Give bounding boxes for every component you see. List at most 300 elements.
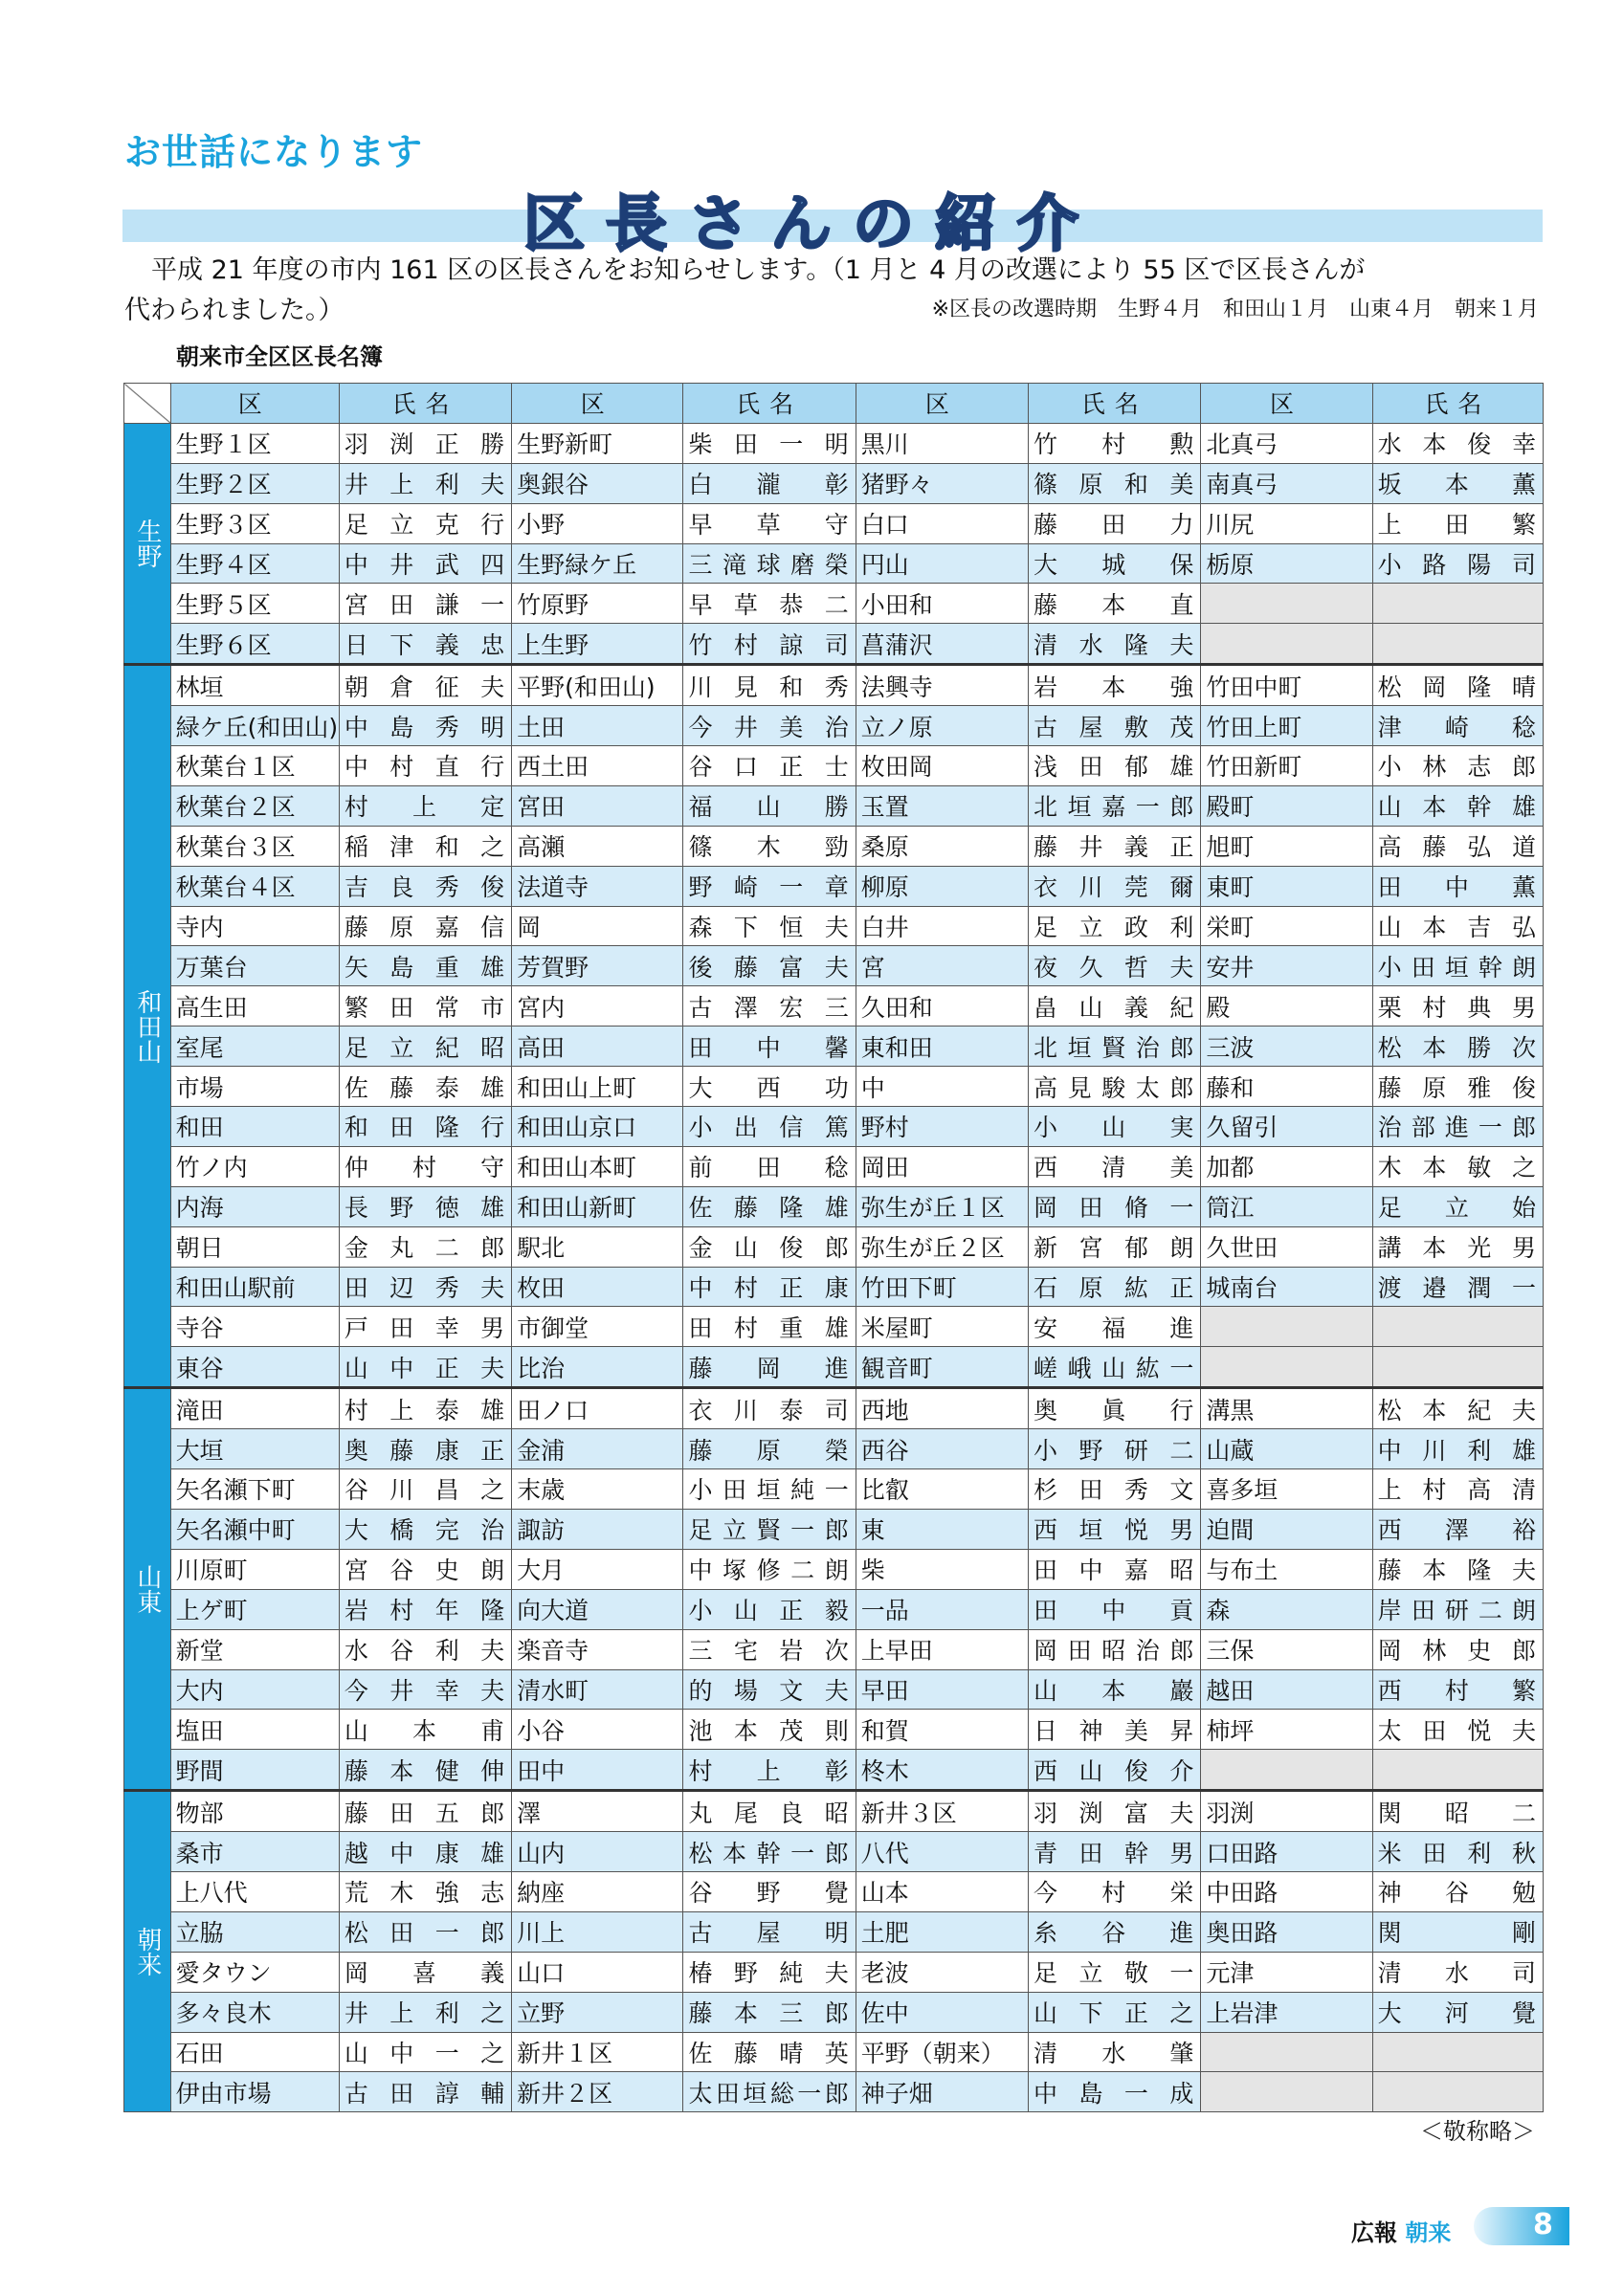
district-cell: 大内 — [170, 1669, 339, 1710]
district-cell: 西地 — [856, 1388, 1028, 1429]
chief-name-cell: 金丸二郎 — [339, 1226, 511, 1267]
chief-name-cell: 古澤宏三 — [683, 986, 856, 1027]
page-number: 8 — [1533, 2208, 1553, 2241]
chief-name-cell: 吉良秀俊 — [339, 866, 511, 906]
intro-line-1: 平成 21 年度の市内 161 区の区長さんをお知らせします。（1 月と 4 月の改選により 55 区で区長さんが — [151, 255, 1366, 285]
chief-name-cell: 足立始 — [1372, 1186, 1543, 1226]
district-cell: 和田山京口 — [512, 1107, 683, 1147]
district-cell: 菖蒲沢 — [856, 624, 1028, 665]
chief-name-cell: 清水隆夫 — [1029, 624, 1201, 665]
district-cell: 藤和 — [1201, 1067, 1372, 1107]
district-cell: 老波 — [856, 1952, 1028, 1992]
table-row — [124, 1710, 1544, 1750]
chief-name-cell: 田辺秀夫 — [339, 1267, 511, 1307]
table-row — [124, 746, 1544, 786]
chief-name-cell: 宮田謙一 — [339, 584, 511, 624]
chief-name-cell: 関剛 — [1372, 1911, 1543, 1952]
chief-name-cell: 畠山義紀 — [1029, 986, 1201, 1027]
table-row — [124, 1832, 1544, 1872]
chief-name-cell: 大橋完治 — [339, 1509, 511, 1549]
chief-name-cell: 古田諄輔 — [339, 2072, 511, 2112]
district-cell: 竹田中町 — [1201, 665, 1372, 706]
chief-name-cell — [1372, 1347, 1543, 1388]
chief-name-cell: 小田垣幹朗 — [1372, 946, 1543, 986]
chief-name-cell: 宮谷史朗 — [339, 1549, 511, 1589]
chief-name-cell: 竹村勲 — [1029, 423, 1201, 463]
chief-name-cell: 田村重雄 — [683, 1307, 856, 1347]
chief-name-cell: 谷野覺 — [683, 1871, 856, 1911]
chief-name-cell: 椿野純夫 — [683, 1952, 856, 1992]
district-cell: 西土田 — [512, 746, 683, 786]
chief-name-cell: 北垣嘉一郎 — [1029, 785, 1201, 826]
header-name: 氏名 — [1029, 384, 1201, 424]
chief-name-cell: 糸谷進 — [1029, 1911, 1201, 1952]
chief-name-cell: 古屋明 — [683, 1911, 856, 1952]
chief-name-cell: 岡田昭治郎 — [1029, 1629, 1201, 1669]
footer-label-prefix: 広報 — [1351, 2219, 1397, 2246]
district-cell: 内海 — [170, 1186, 339, 1226]
district-cell: 山蔵 — [1201, 1429, 1372, 1469]
district-cell — [1201, 2032, 1372, 2072]
district-cell: 和田山新町 — [512, 1186, 683, 1226]
table-row — [124, 624, 1544, 665]
district-cell: 猪野々 — [856, 463, 1028, 503]
district-cell: 金浦 — [512, 1429, 683, 1469]
chief-name-cell: 小田垣純一 — [683, 1469, 856, 1510]
chief-name-cell: 羽渕正勝 — [339, 423, 511, 463]
group-label: 和田山 — [124, 665, 171, 1388]
district-cell: 三保 — [1201, 1629, 1372, 1669]
chief-name-cell: 藤原雅俊 — [1372, 1067, 1543, 1107]
district-cell: 枚田岡 — [856, 746, 1028, 786]
footer-label — [1351, 2214, 1451, 2247]
chief-name-cell: 高藤弘道 — [1372, 826, 1543, 866]
district-cell: 生野５区 — [170, 584, 339, 624]
district-cell: 加都 — [1201, 1146, 1372, 1186]
district-cell: 竹田下町 — [856, 1267, 1028, 1307]
district-cell: 竹原野 — [512, 584, 683, 624]
district-cell: 澤 — [512, 1791, 683, 1832]
header-name: 氏名 — [339, 384, 511, 424]
table-row — [124, 1629, 1544, 1669]
chief-name-cell: 奥眞行 — [1029, 1388, 1201, 1429]
chief-name-cell: 篠原和美 — [1029, 463, 1201, 503]
district-cell: 和田山駅前 — [170, 1267, 339, 1307]
district-cell: 立脇 — [170, 1911, 339, 1952]
chief-name-cell: 太田悦夫 — [1372, 1710, 1543, 1750]
chief-name-cell: 井上利夫 — [339, 463, 511, 503]
chief-name-cell: 米田利秋 — [1372, 1832, 1543, 1872]
district-cell: 諏訪 — [512, 1509, 683, 1549]
chief-name-cell: 清水肇 — [1029, 2032, 1201, 2072]
chief-name-cell: 井上利之 — [339, 1992, 511, 2032]
chief-name-cell: 清水司 — [1372, 1952, 1543, 1992]
district-cell: 高生田 — [170, 986, 339, 1027]
district-cell: 矢名瀬下町 — [170, 1469, 339, 1510]
district-cell: 寺谷 — [170, 1307, 339, 1347]
district-cell: 奥銀谷 — [512, 463, 683, 503]
election-note: ※区長の改選時期 生野４月 和田山１月 山東４月 朝来１月 — [931, 298, 1539, 321]
chief-name-cell: 三滝球磨榮 — [683, 543, 856, 584]
district-cell: 宮田 — [512, 785, 683, 826]
district-cell: 西谷 — [856, 1429, 1028, 1469]
district-cell: 比叡 — [856, 1469, 1028, 1510]
chief-name-cell: 谷川昌之 — [339, 1469, 511, 1510]
district-cell: 柊木 — [856, 1750, 1028, 1791]
district-cell: 宮 — [856, 946, 1028, 986]
district-cell: 大月 — [512, 1549, 683, 1589]
district-cell: 立野 — [512, 1992, 683, 2032]
table-row — [124, 1067, 1544, 1107]
district-cell — [1201, 1750, 1372, 1791]
chief-name-cell: 大城保 — [1029, 543, 1201, 584]
district-cell: 新井３区 — [856, 1791, 1028, 1832]
district-cell: 和田山上町 — [512, 1067, 683, 1107]
chief-name-cell: 朝倉征夫 — [339, 665, 511, 706]
district-cell: 小谷 — [512, 1710, 683, 1750]
corner-cell — [124, 384, 171, 424]
district-cell: 旭町 — [1201, 826, 1372, 866]
chief-name-cell: 太田垣総一郎 — [683, 2072, 856, 2112]
chief-name-cell: 足立賢一郎 — [683, 1509, 856, 1549]
district-cell: 南真弓 — [1201, 463, 1372, 503]
chief-name-cell — [1372, 1750, 1543, 1791]
chief-name-cell: 繁田常市 — [339, 986, 511, 1027]
chief-name-cell: 佐藤隆雄 — [683, 1186, 856, 1226]
chief-name-cell: 松本紀夫 — [1372, 1388, 1543, 1429]
district-cell: 柴 — [856, 1549, 1028, 1589]
chief-name-cell: 藤田力 — [1029, 503, 1201, 543]
chief-name-cell: 羽渕富夫 — [1029, 1791, 1201, 1832]
district-cell: 桑原 — [856, 826, 1028, 866]
chief-name-cell: 大西功 — [683, 1067, 856, 1107]
chief-name-cell: 柴田一明 — [683, 423, 856, 463]
chief-name-cell — [1372, 2032, 1543, 2072]
chief-name-cell: 今井美治 — [683, 706, 856, 746]
district-cell: 林垣 — [170, 665, 339, 706]
table-row — [124, 665, 1544, 706]
chief-name-cell: 村上定 — [339, 785, 511, 826]
district-cell: 生野６区 — [170, 624, 339, 665]
group-label: 朝来 — [124, 1791, 171, 2112]
table-row — [124, 1347, 1544, 1388]
chief-name-cell — [1372, 624, 1543, 665]
chief-name-cell: 中井武四 — [339, 543, 511, 584]
district-cell: 久田和 — [856, 986, 1028, 1027]
chief-name-cell: 岩村年隆 — [339, 1589, 511, 1629]
district-cell: 秋葉台４区 — [170, 866, 339, 906]
district-cell: 溝黒 — [1201, 1388, 1372, 1429]
chief-name-cell: 前田稔 — [683, 1146, 856, 1186]
district-cell — [1201, 1347, 1372, 1388]
chief-name-cell: 西清美 — [1029, 1146, 1201, 1186]
chief-name-cell: 中島秀明 — [339, 706, 511, 746]
chief-name-cell: 高見駿太郎 — [1029, 1067, 1201, 1107]
district-cell: 立ノ原 — [856, 706, 1028, 746]
chief-name-cell: 藤原榮 — [683, 1429, 856, 1469]
district-cell: 東町 — [1201, 866, 1372, 906]
table-row — [124, 1509, 1544, 1549]
district-cell: 野間 — [170, 1750, 339, 1791]
chief-name-cell: 衣川泰司 — [683, 1388, 856, 1429]
district-cell: 円山 — [856, 543, 1028, 584]
district-cell: 生野新町 — [512, 423, 683, 463]
district-cell: 上生野 — [512, 624, 683, 665]
district-cell: 白口 — [856, 503, 1028, 543]
chief-name-cell: 山本幹雄 — [1372, 785, 1543, 826]
district-cell: 玉置 — [856, 785, 1028, 826]
district-cell: 喜多垣 — [1201, 1469, 1372, 1510]
district-cell: 柳原 — [856, 866, 1028, 906]
chief-name-cell: 小野研二 — [1029, 1429, 1201, 1469]
chief-name-cell: 新宮郁朗 — [1029, 1226, 1201, 1267]
header-district: 区 — [1201, 384, 1372, 424]
district-cell: 竹ノ内 — [170, 1146, 339, 1186]
district-cell: 野村 — [856, 1107, 1028, 1147]
header-name: 氏名 — [1372, 384, 1543, 424]
table-row — [124, 1469, 1544, 1510]
district-cell: 元津 — [1201, 1952, 1372, 1992]
district-cell: 迫間 — [1201, 1509, 1372, 1549]
chief-name-cell: 藤本隆夫 — [1372, 1549, 1543, 1589]
district-cell: 生野２区 — [170, 463, 339, 503]
table-row — [124, 826, 1544, 866]
chief-name-cell: 谷口正士 — [683, 746, 856, 786]
district-cell: 奥田路 — [1201, 1911, 1372, 1952]
district-cell: 筒江 — [1201, 1186, 1372, 1226]
chief-name-cell: 松田一郎 — [339, 1911, 511, 1952]
chief-name-cell: 木本敏之 — [1372, 1146, 1543, 1186]
table-row — [124, 785, 1544, 826]
table-row — [124, 423, 1544, 463]
chief-name-cell: 日下義忠 — [339, 624, 511, 665]
chief-name-cell: 神谷勉 — [1372, 1871, 1543, 1911]
district-cell: 愛タウン — [170, 1952, 339, 1992]
chief-name-cell: 西垣悦男 — [1029, 1509, 1201, 1549]
honorific-note: ＜敬称略＞ — [1420, 2118, 1535, 2145]
district-cell — [1201, 2072, 1372, 2112]
header-name: 氏名 — [683, 384, 856, 424]
chief-name-cell: 田中薫 — [1372, 866, 1543, 906]
district-cell: 大垣 — [170, 1429, 339, 1469]
district-cell: 枚田 — [512, 1267, 683, 1307]
district-cell: 米屋町 — [856, 1307, 1028, 1347]
district-cell: 栄町 — [1201, 906, 1372, 946]
district-cell: 佐中 — [856, 1992, 1028, 2032]
district-cell: 法興寺 — [856, 665, 1028, 706]
chief-name-cell: 足立政利 — [1029, 906, 1201, 946]
district-cell: 芳賀野 — [512, 946, 683, 986]
chief-name-cell: 岡喜義 — [339, 1952, 511, 1992]
chief-name-cell: 川見和秀 — [683, 665, 856, 706]
district-cell: 塩田 — [170, 1710, 339, 1750]
chief-name-cell: 金山俊郎 — [683, 1226, 856, 1267]
district-cell: 弥生が丘１区 — [856, 1186, 1028, 1226]
chief-name-cell: 長野徳雄 — [339, 1186, 511, 1226]
district-chief-table — [123, 383, 1544, 2112]
chief-name-cell: 白瀧彰 — [683, 463, 856, 503]
page-title: 区長さんの紹介 — [523, 189, 1100, 260]
table-row — [124, 1027, 1544, 1067]
district-cell: 和田山本町 — [512, 1146, 683, 1186]
table-row — [124, 1388, 1544, 1429]
table-row — [124, 1791, 1544, 1832]
district-cell: 高田 — [512, 1027, 683, 1067]
district-cell: 新井１区 — [512, 2032, 683, 2072]
group-label: 山東 — [124, 1388, 171, 1791]
district-cell: 川上 — [512, 1911, 683, 1952]
district-cell: 和賀 — [856, 1710, 1028, 1750]
chief-name-cell: 山本巖 — [1029, 1669, 1201, 1710]
chief-name-cell: 小山正毅 — [683, 1589, 856, 1629]
chief-name-cell: 丸尾良昭 — [683, 1791, 856, 1832]
chief-name-cell: 小山実 — [1029, 1107, 1201, 1147]
district-cell: 物部 — [170, 1791, 339, 1832]
district-cell: 川尻 — [1201, 503, 1372, 543]
district-cell: 三波 — [1201, 1027, 1372, 1067]
district-cell: 上ゲ町 — [170, 1589, 339, 1629]
chief-name-cell: 森下恒夫 — [683, 906, 856, 946]
chief-name-cell: 関昭二 — [1372, 1791, 1543, 1832]
district-cell: 小野 — [512, 503, 683, 543]
chief-name-cell: 仲村守 — [339, 1146, 511, 1186]
chief-name-cell — [1372, 2072, 1543, 2112]
table-row — [124, 1952, 1544, 1992]
chief-name-cell: 藤原嘉信 — [339, 906, 511, 946]
district-cell: 岡田 — [856, 1146, 1028, 1186]
table-body — [124, 423, 1544, 2111]
district-cell: 森 — [1201, 1589, 1372, 1629]
chief-name-cell: 稲津和之 — [339, 826, 511, 866]
district-cell: 朝日 — [170, 1226, 339, 1267]
chief-name-cell: 三宅岩次 — [683, 1629, 856, 1669]
chief-name-cell: 津崎稔 — [1372, 706, 1543, 746]
district-cell: 清水町 — [512, 1669, 683, 1710]
header-district: 区 — [170, 384, 339, 424]
district-cell: 北真弓 — [1201, 423, 1372, 463]
district-cell: 伊由市場 — [170, 2072, 339, 2112]
chief-name-cell: 福山勝 — [683, 785, 856, 826]
district-cell: 田中 — [512, 1750, 683, 1791]
district-cell: 秋葉台２区 — [170, 785, 339, 826]
chief-name-cell: 竹村諒司 — [683, 624, 856, 665]
chief-name-cell: 松本幹一郎 — [683, 1832, 856, 1872]
district-cell: 川原町 — [170, 1549, 339, 1589]
chief-name-cell: 栗村典男 — [1372, 986, 1543, 1027]
district-cell: 駅北 — [512, 1226, 683, 1267]
chief-name-cell: 石原紘正 — [1029, 1267, 1201, 1307]
chief-name-cell: 山中正夫 — [339, 1347, 511, 1388]
chief-name-cell: 上田繁 — [1372, 503, 1543, 543]
district-cell: 桑市 — [170, 1832, 339, 1872]
chief-name-cell: 村上彰 — [683, 1750, 856, 1791]
district-cell: 東 — [856, 1509, 1028, 1549]
table-row — [124, 2032, 1544, 2072]
chief-name-cell: 西澤裕 — [1372, 1509, 1543, 1549]
table-row — [124, 1186, 1544, 1226]
district-cell: 生野緑ケ丘 — [512, 543, 683, 584]
table-row — [124, 1107, 1544, 1147]
chief-name-cell: 衣川莞爾 — [1029, 866, 1201, 906]
district-cell: 竹田上町 — [1201, 706, 1372, 746]
kicker-heading: お世話になります — [124, 131, 424, 173]
district-cell: 殿町 — [1201, 785, 1372, 826]
chief-name-cell: 藤本健伸 — [339, 1750, 511, 1791]
chief-name-cell: 篠木勁 — [683, 826, 856, 866]
header-district: 区 — [512, 384, 683, 424]
district-cell: 竹田新町 — [1201, 746, 1372, 786]
chief-name-cell: 田中貢 — [1029, 1589, 1201, 1629]
chief-name-cell — [1372, 1307, 1543, 1347]
district-cell: 柿坪 — [1201, 1710, 1372, 1750]
table-row — [124, 986, 1544, 1027]
district-cell: 与布土 — [1201, 1549, 1372, 1589]
district-cell: 新堂 — [170, 1629, 339, 1669]
table-header-row — [124, 384, 1544, 424]
district-cell: 楽音寺 — [512, 1629, 683, 1669]
district-cell: 新井２区 — [512, 2072, 683, 2112]
chief-name-cell: 足立克行 — [339, 503, 511, 543]
chief-name-cell: 杉田秀文 — [1029, 1469, 1201, 1510]
table-row — [124, 1871, 1544, 1911]
footer-label-accent: 朝来 — [1405, 2219, 1452, 2246]
chief-name-cell: 荒木強志 — [339, 1871, 511, 1911]
district-cell: 東和田 — [856, 1027, 1028, 1067]
chief-name-cell: 古屋敷茂 — [1029, 706, 1201, 746]
table-row — [124, 1750, 1544, 1791]
group-label: 生野 — [124, 423, 171, 664]
district-cell: 納座 — [512, 1871, 683, 1911]
chief-name-cell: 安福進 — [1029, 1307, 1201, 1347]
district-cell: 土肥 — [856, 1911, 1028, 1952]
table-row — [124, 1429, 1544, 1469]
district-cell: 生野４区 — [170, 543, 339, 584]
district-cell: 上早田 — [856, 1629, 1028, 1669]
district-cell: 矢名瀬中町 — [170, 1509, 339, 1549]
district-cell — [1201, 624, 1372, 665]
chief-name-cell: 渡邉潤一 — [1372, 1267, 1543, 1307]
chief-name-cell: 上村高清 — [1372, 1469, 1543, 1510]
chief-name-cell: 山本甫 — [339, 1710, 511, 1750]
district-cell: 白井 — [856, 906, 1028, 946]
district-cell: 山本 — [856, 1871, 1028, 1911]
district-cell: 平野（朝来） — [856, 2032, 1028, 2072]
district-cell: 生野３区 — [170, 503, 339, 543]
chief-name-cell: 山中一之 — [339, 2032, 511, 2072]
district-cell — [1201, 584, 1372, 624]
chief-name-cell: 坂本薫 — [1372, 463, 1543, 503]
table-row — [124, 706, 1544, 746]
table-row — [124, 946, 1544, 986]
table-row — [124, 2072, 1544, 2112]
district-cell: 市場 — [170, 1067, 339, 1107]
district-cell: 滝田 — [170, 1388, 339, 1429]
district-cell: 高瀬 — [512, 826, 683, 866]
chief-name-cell: 中村直行 — [339, 746, 511, 786]
chief-name-cell: 早草恭二 — [683, 584, 856, 624]
district-cell: 宮内 — [512, 986, 683, 1027]
district-cell: 土田 — [512, 706, 683, 746]
district-cell: 小田和 — [856, 584, 1028, 624]
chief-name-cell: 藤井義正 — [1029, 826, 1201, 866]
chief-name-cell — [1372, 584, 1543, 624]
table-row — [124, 1669, 1544, 1710]
district-cell: 八代 — [856, 1832, 1028, 1872]
district-cell — [1201, 1307, 1372, 1347]
district-cell: 殿 — [1201, 986, 1372, 1027]
district-cell: 神子畑 — [856, 2072, 1028, 2112]
chief-name-cell: 中島一成 — [1029, 2072, 1201, 2112]
